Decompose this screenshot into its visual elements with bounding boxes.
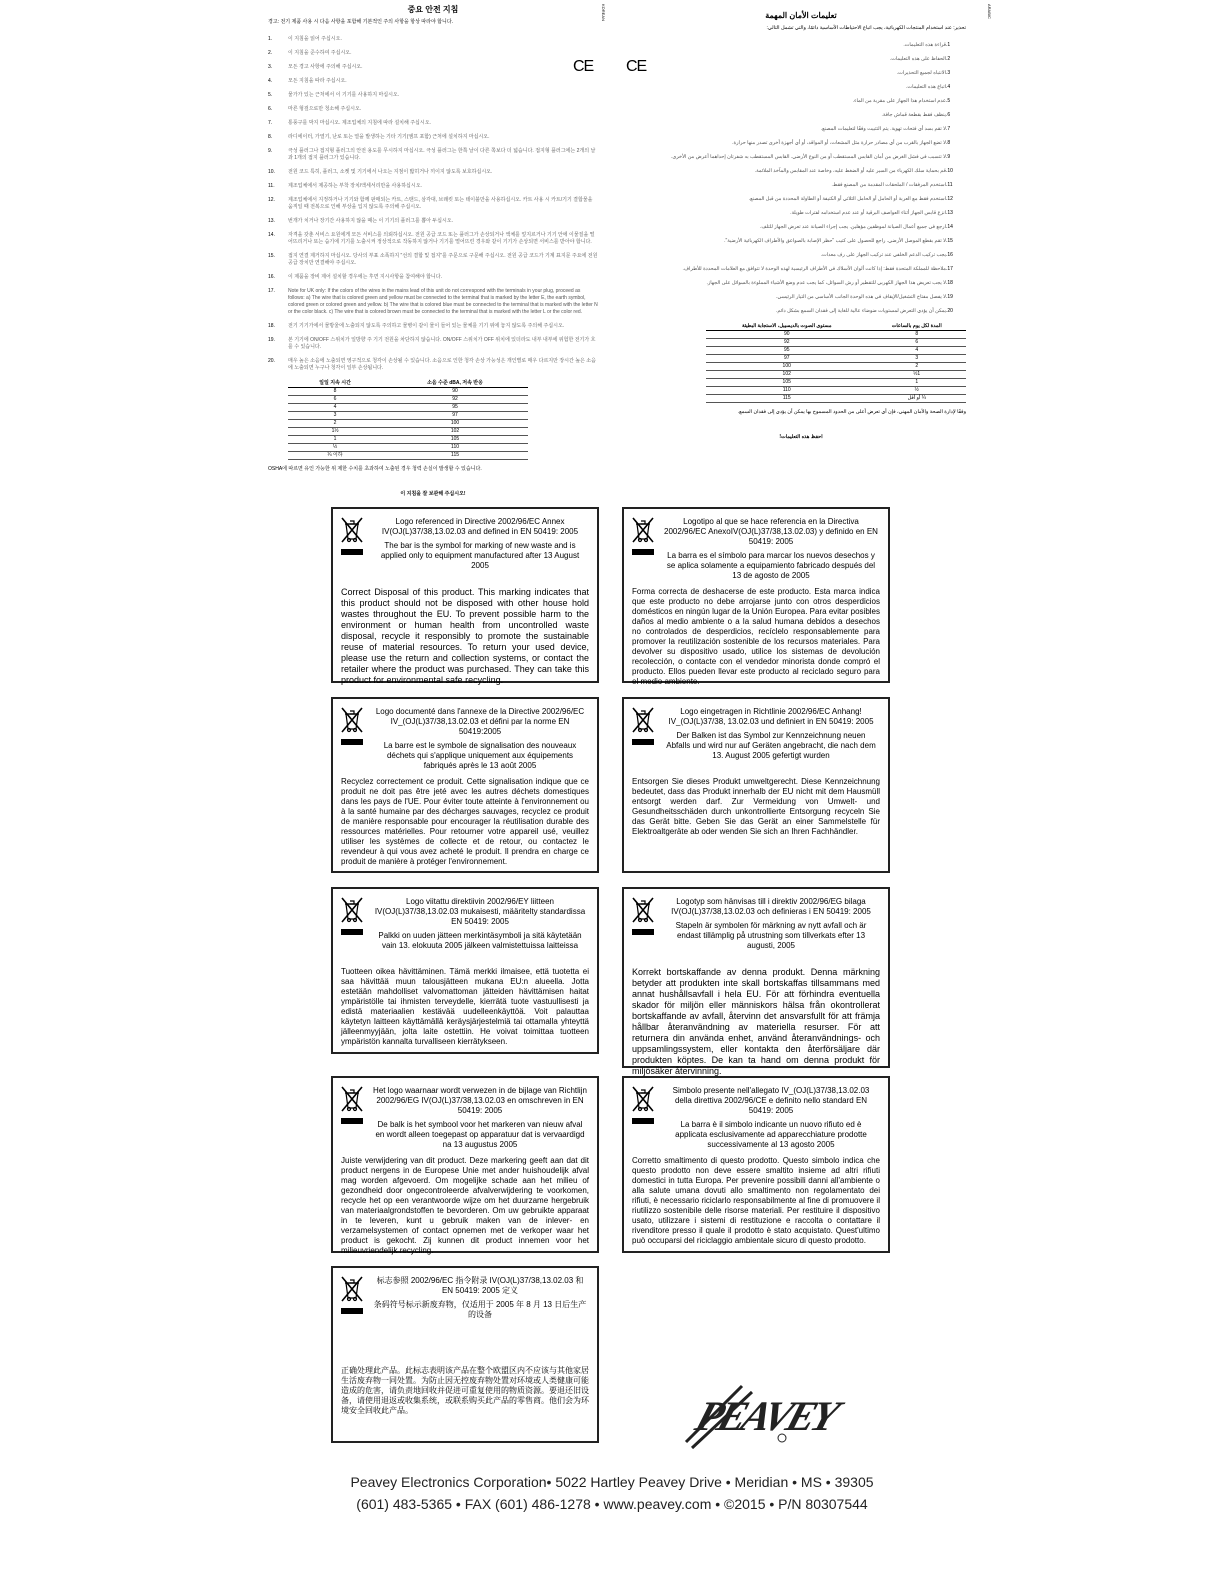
weee-logo-reference: Logo viitattu direktiivin 2002/96/EY liitteen IV(OJ(L)37/38,13.02.03 mukaisesti, määritelty standardissa EN 50419: 2005 — [374, 897, 586, 926]
safety-item — [268, 120, 598, 127]
table-cell: 8 — [288, 388, 382, 396]
weee-logo-reference: 标志参照 2002/96/EC 指令附录 IV(OJ(L)37/38,13.02.03 和 EN 50419: 2005 定义 — [376, 1276, 584, 1295]
weee-bar-description: La barre est le symbole de signalisation des nouveaux déchets qui s'applique uniquement aux équipements fabriqués après le 13 août 2005 — [383, 741, 577, 770]
crossed-bin-icon — [341, 517, 363, 548]
safety-item — [268, 218, 598, 225]
table-cell: 110 — [706, 387, 867, 395]
safety-item-text: لا يفصل مفتاح التشغيل/الإيقاف في هذه الوحدة الجانب الأساسي من التيار الرئيسي. — [776, 294, 946, 300]
weee-heading — [664, 1086, 878, 1150]
table-cell: 90 — [382, 388, 528, 396]
weee-disposal-text: Tuotteen oikea hävittäminen. Tämä merkki ilmaisee, että tuotetta ei saa hävittää muun talousjätteen mukana EU:n alueella. Jotta estetään mahdolliset valvomattoman jätteiden hävittämisen haitat ympäristölle tai ihmisten terveydelle, kierrätä tuote vastuullisesti ja edistä materiaalien kestävää uudelleenkäyttöä. Voit palauttaa käytetyn laitteen käyttämällä keräysjärjestelmiä tai ottamalla yhteyttä jälleenmyyjään, jolta laite ostettiin. He voivat toimittaa tuotteen ympäristön kannalta turvalliseen kierrätykseen. — [341, 967, 589, 1046]
table-row — [706, 355, 966, 363]
footer-address: Peavey Electronics Corporation• 5022 Hartley Peavey Drive • Meridian • MS • 39305 — [350, 1474, 874, 1490]
table-row — [288, 436, 528, 444]
table-row — [288, 388, 528, 396]
weee-logo-reference: Simbolo presente nell'allegato IV_(OJ(L)37/38,13.02.03 della direttiva 2002/96/CE e definito nello standard EN 50419: 2005 — [672, 1086, 870, 1115]
arabic-intro: تحذير: عند استخدام المنتجات الكهربائية، يجب اتباع الاحتياطات الأساسية دائمًا، والتي تشمل التالي: — [766, 25, 966, 31]
safety-item-number: 14. — [268, 232, 275, 238]
weee-bar-symbol — [341, 1308, 363, 1314]
table-cell: 1½ — [867, 371, 966, 379]
weee-heading — [664, 897, 878, 951]
safety-item-number: 3. — [268, 64, 273, 70]
table-cell: 100 — [706, 363, 867, 371]
safety-item — [636, 112, 966, 119]
safety-item-number: 13. — [946, 210, 953, 216]
safety-item-text: 통풍구를 막지 마십시오. 제조업체의 지침에 따라 설치해 주십시오. — [288, 120, 431, 126]
table-cell: 95 — [706, 347, 867, 355]
safety-item-number: 13. — [268, 218, 275, 224]
table-header: 소음 수준 dBA, 저속 반응 — [382, 380, 528, 388]
safety-item-text: لا تقم بقطع الموصل الأرضي. راجع للحصول على كتيب "حظر الإصابة بالصواعق والأطراف الكهربائية الأرضية". — [724, 238, 946, 244]
safety-item-number: 9. — [946, 154, 951, 160]
safety-item-number: 3. — [946, 70, 951, 76]
weee-disposal-text: Entsorgen Sie dieses Produkt umweltgerecht. Diese Kennzeichnung bedeutet, dass das Produkt innerhalb der EU nicht mit dem Hausmüll entsorgt werden darf. Zur Vermeidung von Umwelt- und Gesundheitsschäden durch unkontrollierte Entsorgung recyceln Sie das Gerät bitte. Geben Sie das Gerät an einer Sammelstelle für Elektroaltgeräte ab oder wenden Sie sich an Ihren Fachhändler. — [632, 777, 880, 836]
table-cell: 90 — [706, 331, 867, 339]
table-cell: 2 — [867, 363, 966, 371]
weee-heading — [373, 1086, 587, 1150]
weee-bar-description: 条码符号标示新废弃物，仅适用于 2005 年 8 月 13 日后生产的设备 — [373, 1300, 587, 1319]
safety-item-text: 마른 헝겊으로만 청소해 주십시오. — [288, 106, 362, 112]
safety-item-text: ارجع في جميع أعمال الصيانة لموظفين مؤهلين. يجب إجراء الصيانة عند تعرض الجهاز للتلف. — [759, 224, 946, 230]
weee-bar-description: Stapeln är symbolen för märkning av nytt avfall och är endast tillämplig på utrustning som tillverkats efter 13 augusti, 2005 — [675, 921, 867, 950]
weee-bar-description: Palkki on uuden jätteen merkintäsymboli ja sitä käytetään vain 13. elokuuta 2005 jälkeen valmistettuissa laitteissa — [378, 931, 582, 950]
weee-box-it — [622, 1076, 890, 1253]
weee-bar-symbol — [341, 549, 363, 555]
weee-heading — [373, 517, 587, 571]
safety-item — [268, 36, 598, 43]
safety-item — [636, 266, 966, 273]
table-row — [288, 412, 528, 420]
safety-item-number: 16. — [268, 274, 275, 280]
weee-disposal-text: Recyclez correctement ce produit. Cette signalisation indique que ce produit ne doit pas être jeté avec les autres déchets domestiques dans les pays de l'UE. Pour éviter toute atteinte à l'environnement ou à la santé humaine par des décharges sauvages, recyclez ce produit de manière responsable pour encourager la réutilisation durable des ressources matérielles. Pour retourner votre appareil usé, veuillez utiliser les systèmes de collecte et de retour, ou contactez le revendeur à qui vous avez acheté le produit. Il prendra en charge ce produit de manière à protéger l'environnement. — [341, 777, 589, 866]
safety-item-number: 15. — [268, 253, 275, 259]
safety-item — [268, 183, 598, 190]
table-row — [288, 420, 528, 428]
safety-item — [268, 64, 598, 71]
weee-heading — [373, 707, 587, 771]
table-row — [288, 452, 528, 460]
safety-item-number: 18. — [268, 323, 275, 329]
safety-item-number: 6. — [268, 106, 273, 112]
safety-item-text: ينظف فقط بقطعة قماش جافة. — [881, 112, 946, 118]
crossed-bin-icon — [341, 1086, 363, 1117]
safety-item-text: لا يجب تعريض هذا الجهاز الكهربي للتقطير أو رش السوائل، كما يجب عدم وضع الأشياء المملوءة بالسوائل على الجهاز. — [706, 280, 946, 286]
crossed-bin-icon — [632, 897, 654, 928]
table-cell: 105 — [706, 379, 867, 387]
safety-item-text: الانتباه لجميع التحذيرات. — [896, 70, 946, 76]
weee-box-fi — [331, 887, 599, 1054]
safety-item-text: قم بحماية سلك الكهرباء من السير عليه أو الضغط عليه، وخاصة عند المقابس والمآخذ الملائمة. — [754, 168, 946, 174]
table-cell: ¼ أو أقل — [867, 395, 966, 403]
weee-disposal-text: Juiste verwijdering van dit product. Deze markering geeft aan dat dit product nergens in de Europese Unie met ander huishoudelijk afval mag worden afgevoerd. Om mogelijke schade aan het milieu of gezondheid door ongecontroleerde afvalverwijdering te voorkomen, recycle het op een verantwoorde wijze om het duurzame hergebruik van materiaalgrondstoffen te bevorderen. Om uw gebruikte apparaat in te leveren, kunt u gebruik maken van de inlever- en verzamelsystemen of contact opnemen met de verkoper waar het product is gekocht. Zij kunnen dit product innemen voor het milieuvriendelijk recycling. — [341, 1156, 589, 1255]
weee-bar-symbol — [341, 929, 363, 935]
safety-item — [268, 337, 598, 351]
table-row — [706, 363, 966, 371]
safety-item-number: 8. — [946, 140, 951, 146]
weee-bar-symbol — [341, 1118, 363, 1124]
safety-item — [268, 197, 598, 211]
safety-item-number: 11. — [946, 182, 953, 188]
safety-item — [636, 98, 966, 105]
safety-item — [268, 323, 598, 330]
table-cell: 1 — [288, 436, 382, 444]
table-cell: 4 — [288, 404, 382, 412]
safety-item-number: 10. — [946, 168, 953, 174]
table-cell: 6 — [288, 396, 382, 404]
table-cell: 115 — [382, 452, 528, 460]
safety-item-text: 번개가 치거나 장기간 사용하지 않을 때는 이 기기의 플러그를 뽑아 두십시오. — [288, 218, 454, 224]
weee-box-en — [331, 507, 599, 683]
safety-item — [636, 294, 966, 301]
safety-item-number: 2. — [268, 50, 273, 56]
table-row — [706, 331, 966, 339]
peavey-logo — [682, 1372, 842, 1452]
safety-item-number: 5. — [268, 92, 273, 98]
safety-item — [636, 154, 966, 161]
table-row — [706, 379, 966, 387]
table-cell: 92 — [382, 396, 528, 404]
safety-item-number: 8. — [268, 134, 273, 140]
weee-logo-reference: Logo referenced in Directive 2002/96/EC Annex IV(OJ(L)37/38,13.02.03 and defined in EN 50419: 2005 — [381, 517, 579, 536]
table-row — [706, 339, 966, 347]
safety-item-text: 이 지침을 읽어 주십시오. — [288, 36, 342, 42]
safety-item-number: 1. — [946, 42, 951, 48]
weee-logo-reference: Logo eingetragen in Richtlinie 2002/96/EC Anhang! IV_(OJ(L)37/38, 13.02.03 und definiert in EN 50419: 2005 — [668, 707, 874, 726]
arabic-side-label: ARABIC — [987, 4, 992, 19]
weee-box-fr — [331, 697, 599, 873]
safety-item-number: 5. — [946, 98, 951, 104]
table-cell: 8 — [867, 331, 966, 339]
table-cell: 110 — [382, 444, 528, 452]
safety-item-text: Note for UK only: If the colors of the wires in the mains lead of this unit do not correspond with the terminals in your plug, proceed as follows: a) The wire that is colored green and yellow must be connected to the terminal that is marked by the letter E, the earth symbol, colored green or colored green and yellow. b) The wire that is colored blue must be connected to the terminal that is marked with the letter N or the color black. c) The wire that is colored brown must be connected to the terminal that is marked with the letter L or the color red. — [288, 288, 598, 315]
weee-box-zh — [331, 1266, 599, 1443]
table-header: 일일 지속 시간 — [288, 380, 382, 388]
safety-item-text: 매우 높은 소음에 노출되면 영구적으로 청각이 손상될 수 있습니다. 소음으로 인한 청각 손상 가능성은 개인별로 매우 다르지만 장시간 높은 소음에 노출되면 누구나 청각이 일부 손상됩니다. — [288, 358, 596, 371]
safety-item — [636, 140, 966, 147]
safety-item — [636, 196, 966, 203]
safety-item-text: 제조업체에서 제공하는 부착 장치/액세서리만을 사용하십시오. — [288, 183, 422, 189]
safety-item-text: 자격을 갖춘 서비스 요원에게 모든 서비스를 의뢰하십시오. 전원 공급 코드 또는 플러그가 손상되거나 액체를 엎지르거나 기기 안에 이물질을 떨어뜨리거나 또는 습기에 기기를 노출시켜 정상적으로 작동하지 않거나 기기를 떨어뜨린 경우와 같이 기기가 손상되면 서비스를 받아야 합니다. — [288, 232, 595, 245]
safety-item — [636, 126, 966, 133]
table-cell: 92 — [706, 339, 867, 347]
safety-item-number: 4. — [946, 84, 951, 90]
korean-safety-section — [268, 6, 598, 498]
weee-box-de — [622, 697, 890, 873]
table-cell: 102 — [706, 371, 867, 379]
footer-contact: (601) 483-5365 • FAX (601) 486-1278 • www.peavey.com • ©2015 • P/N 80307544 — [356, 1496, 868, 1512]
safety-item-text: ملاحظة للمملكة المتحدة فقط: إذا كانت ألوان الأسلاك في الأطراف الرئيسية لهذه الوحدة لا تتوافق مع العلامات المحددة للأطراف. — [682, 266, 946, 272]
safety-item-number: 14. — [946, 224, 953, 230]
safety-item — [268, 288, 598, 316]
safety-item — [268, 274, 598, 281]
weee-bar-symbol — [632, 929, 654, 935]
weee-box-es — [622, 507, 890, 686]
weee-disposal-text: Correct Disposal of this product. This marking indicates that this product should not be disposed with other house hold wastes throughout the EU. To prevent possible harm to the environment or human health from uncontrolled waste disposal, recycle it responsibly to promote the sustainable reuse of material resources. To return your used device, please use the return and collection systems, or contact the retailer where the product was purchased. They can take this product for environmental safe recycling. — [341, 587, 589, 685]
safety-item-number: 2. — [946, 56, 951, 62]
safety-item — [636, 210, 966, 217]
crossed-bin-icon — [341, 1276, 363, 1307]
safety-item-text: الحفاظ على هذه التعليمات. — [889, 56, 946, 62]
safety-item — [268, 232, 598, 246]
safety-item — [636, 84, 966, 91]
table-cell: 4 — [867, 347, 966, 355]
safety-item-text: استخدم المرفقات / الملحقات المقدمة من المصنع فقط. — [831, 182, 946, 188]
table-cell: ¼ 이하 — [288, 452, 382, 460]
safety-item-number: 7. — [268, 120, 273, 126]
safety-item-number: 15. — [946, 238, 953, 244]
table-row — [706, 371, 966, 379]
safety-item — [268, 169, 598, 176]
safety-item-number: 18. — [946, 280, 953, 286]
weee-logo-reference: Logo documenté dans l'annexe de la Directive 2002/96/EC IV_(OJ(L)37/38,13.02.03 et défini par la norme EN 50419:2005 — [375, 707, 585, 736]
weee-heading — [664, 707, 878, 761]
table-cell: 97 — [706, 355, 867, 363]
safety-item-text: 극성 플러그나 접지형 플러그의 안전 용도를 무시하지 마십시오. 극성 플러그는 한쪽 날이 다른 쪽보다 더 넓습니다. 접지형 플러그에는 2개의 날과 1개의 접지 플러그가 있습니다. — [288, 148, 596, 161]
safety-item-text: لا تتسبب في فشل الغرض من أمان القابس المستقطب أو من النوع الأرضي. القابس المستقطب به شفرتان إحداهما أعرض من الأخرى. — [670, 154, 946, 160]
safety-item-text: 전기 기기가에서 물방울에 노출되지 않도록 주의하고 물병이 같이 물이 들어 있는 물체를 기기 위에 놓지 않도록 주의해 주십시오. — [288, 323, 565, 329]
safety-item-number: 7. — [946, 126, 951, 132]
table-row — [288, 428, 528, 436]
safety-item-text: 전원 코드 특히, 플러그, 소켓 및 기기에서 나오는 지점이 밟히거나 끼이지 않도록 보호하십시오. — [288, 169, 493, 175]
weee-heading — [373, 1276, 587, 1320]
safety-item — [268, 50, 598, 57]
arabic-title: تعليمات الأمان المهمة — [765, 11, 837, 20]
table-cell: 1½ — [288, 428, 382, 436]
table-cell: 105 — [382, 436, 528, 444]
safety-item — [636, 252, 966, 259]
crossed-bin-icon — [632, 1086, 654, 1117]
table-row — [706, 347, 966, 355]
table-cell: 102 — [382, 428, 528, 436]
table-header: المدة لكل يوم بالساعات — [867, 323, 966, 331]
weee-logo-reference: Het logo waarnaar wordt verwezen in de bijlage van Richtlijn 2002/96/EG IV(OJ(L)37/38,13.02.03 en omschreven in EN 50419: 2005 — [373, 1086, 587, 1115]
safety-item — [268, 78, 598, 85]
safety-item — [636, 70, 966, 77]
safety-item — [636, 56, 966, 63]
arabic-sound-table — [706, 323, 966, 403]
safety-item — [268, 358, 598, 372]
weee-box-sv — [622, 887, 890, 1076]
table-cell: ½ — [288, 444, 382, 452]
safety-item-number: 17. — [268, 288, 275, 294]
korean-keep-instructions: 이 지침을 잘 보관해 주십시오! — [400, 491, 466, 497]
weee-bar-description: The bar is the symbol for marking of new waste and is applied only to equipment manufactured after 13 August 2005 — [380, 541, 580, 570]
safety-item — [636, 168, 966, 175]
weee-bar-symbol — [632, 1118, 654, 1124]
table-row — [288, 396, 528, 404]
weee-bar-symbol — [632, 549, 654, 555]
safety-item-text: 제조업체에서 지정하거나 기기와 함께 판매되는 카트, 스탠드, 삼각대, 브래킷 또는 테이블만을 사용하십시오. 카트 사용 시 카트/기기 결합물을 움직일 때 전복으로 인해 부상을 입지 않도록 주의해 주십시오. — [288, 197, 593, 210]
table-header: مستوى الصوت بالديسيبل، الاستجابة البطيئة — [706, 323, 867, 331]
korean-osha-note: OSHA에 따르면 유인 가능한 위 제한 수치를 초과하여 노출된 경우 청력 손실이 발생할 수 있습니다. — [268, 466, 482, 472]
safety-item-number: 10. — [268, 169, 275, 175]
table-cell: 95 — [382, 404, 528, 412]
weee-heading — [664, 517, 878, 581]
weee-disposal-text: Forma correcta de deshacerse de este producto. Esta marca indica que este producto no debe arrojarse junto con otros desperdicios domésticos en ningún lugar de la Unión Europea. Para evitar posibles daños al medio ambiente o a la salud humana debidos a desechos no controlados de desperdicios, recíclelo responsablemente para promover la reutilización sostenible de los recursos materiales. Para devolver su dispositivo usado, utilice los sistemas de devolución recolección, o contacte con el vendedor minorista donde compró el producto. Ellos pueden llevar este producto al reciclado seguro para el medio ambiente. — [632, 587, 880, 686]
korean-items — [268, 36, 598, 372]
safety-item-number: 6. — [946, 112, 951, 118]
safety-item-text: قراءة هذه التعليمات. — [903, 42, 946, 48]
safety-item-text: 이 제품을 장비 제어 설치할 경우에는 후면 지시사항을 참여해야 합니다. — [288, 274, 442, 280]
crossed-bin-icon — [632, 517, 654, 548]
table-cell: 2 — [288, 420, 382, 428]
safety-item — [268, 92, 598, 99]
safety-item — [268, 253, 598, 267]
arabic-items — [636, 42, 966, 315]
table-cell: 3 — [867, 355, 966, 363]
safety-item — [636, 280, 966, 287]
weee-disposal-text: 正确处理此产品。此标志表明该产品在整个欧盟区内不应该与其他家居生活废弃物一同处置。为防止因无控废弃物处置对环境或人类健康可能造成的危害，请负责地回收并促进可重复使用的物质资源。要退还旧设备，请使用退返或收集系统，或联系购买此产品的零售商。他们会为环境安全回收此产品。 — [341, 1366, 589, 1415]
arabic-safety-section — [636, 12, 966, 441]
table-row — [288, 404, 528, 412]
weee-bar-description: Der Balken ist das Symbol zur Kennzeichnung neuen Abfalls und wird nur auf Geräten angebracht, die nach dem 13. August 2005 gefertigt wurden — [666, 731, 876, 760]
safety-item — [636, 238, 966, 245]
table-cell: 3 — [288, 412, 382, 420]
table-row — [706, 387, 966, 395]
safety-item-number: 20. — [946, 308, 953, 314]
safety-item-text: 모든 경고 사항에 주의해 주십시오. — [288, 64, 363, 70]
table-cell: 6 — [867, 339, 966, 347]
weee-disposal-text: Korrekt bortskaffande av denna produkt. Denna märkning betyder att produkten inte skall bortskaffas tillsammans med annat hushållsavfall i hela EU. För att förhindra eventuella skador för miljön eller människors hälsa från okontrollerat bortskaffande av avfall, återvinn det ansvarsfullt för att främja hållbar återanvändning av materiella resurser. För att returnera din använda enhet, använd återanvändnings- och uppsamlingssystem, eller kontakta den återförsäljare där produkten köptes. De kan ta hand om denna produkt för miljösäker återvinning. — [632, 967, 880, 1076]
safety-item-text: 이 지침을 준수하여 주십시오. — [288, 50, 352, 56]
safety-item-number: 20. — [268, 358, 275, 364]
safety-item-number: 1. — [268, 36, 273, 42]
safety-item-text: 접지 연결 제거하지 마십시오. 당사의 부표 소폭하지 "선의 결합 및 접지"를 주문으로 구문해 주십시오. 전원 공급 코드가 기계 표지문 주요에 전원 공급 장치만 연결해야 주십시오. — [288, 253, 598, 266]
safety-item-number: 16. — [946, 252, 953, 258]
arabic-keep-instructions: احفظ هذه التعليمات! — [779, 434, 823, 440]
safety-item — [268, 148, 598, 162]
safety-item-text: لا تضع الجهاز بالقرب من أي مصادر حرارة مثل المشعات، أو المواقد، أو أي أجهزة أخرى تصدر منها حرارة. — [732, 140, 946, 146]
korean-intro: 경고: 전기 제품 사용 시 다음 사항을 포함해 기본적인 주의 사항을 항상 따라야 합니다. — [268, 19, 454, 25]
weee-logo-reference: Logotipo al que se hace referencia en la Directiva 2002/96/EC AnexoIV(OJ(L)37/38,13.02.03) y definido en EN 50419: 2005 — [664, 517, 878, 546]
safety-item — [636, 182, 966, 189]
weee-box-nl — [331, 1076, 599, 1253]
safety-item-text: عدم استخدام هذا الجهاز على مقربة من الماء. — [852, 98, 946, 104]
safety-item-text: 본 기기에 ON/OFF 스위치가 일방향 주 기기 전원을 차단하지 않습니다. ON/OFF 스위치가 OFF 위치에 있더라도 내부 내부에 위험한 전기가 흐를 수 있습니다. — [288, 337, 596, 350]
weee-heading — [373, 897, 587, 951]
safety-item-text: يمكن أن يؤدي التعرض لمستويات ضوضاء عالية للغاية إلى فقدان السمع بشكل دائم. — [775, 308, 946, 314]
weee-bar-description: La barra es el símbolo para marcar los nuevos desechos y se aplica solamente a equipamiento fabricado después del 13 de agosto de 2005 — [666, 551, 876, 580]
safety-item — [636, 224, 966, 231]
table-row — [288, 444, 528, 452]
ce-mark: CE — [573, 58, 594, 75]
table-cell: 100 — [382, 420, 528, 428]
safety-item — [268, 106, 598, 113]
crossed-bin-icon — [341, 897, 363, 928]
korean-title: 중요 안전 지침 — [407, 5, 459, 14]
safety-item-number: 19. — [946, 294, 953, 300]
safety-item-number: 11. — [268, 183, 275, 189]
crossed-bin-icon — [632, 707, 654, 738]
peavey-logo-text: PEAVEY — [689, 1393, 842, 1440]
weee-bar-description: De balk is het symbool voor het markeren van nieuw afval en wordt alleen toegepast op apparatuur dat is vervaardigd na 13 augustus 2005 — [375, 1120, 585, 1149]
table-cell: ½ — [867, 387, 966, 395]
safety-item-number: 4. — [268, 78, 273, 84]
safety-item-text: يجب تركيب الدعم الخلفي عند تركيب الجهاز على رف معدات. — [820, 252, 946, 258]
safety-item-text: استخدم فقط مع العربة أو الحامل أو الحامل الثلاثي أو الكتيفة أو الطاولة المحددة من قبل المصنع. — [748, 196, 946, 202]
safety-item-text: انزع قابس الجهاز أثناء العواصف البرقية أو عند عدم استخدامه لفترات طويلة. — [790, 210, 946, 216]
safety-item-number: 12. — [268, 197, 275, 203]
safety-item-number: 17. — [946, 266, 953, 272]
safety-item-text: 모든 지침을 따라 주십시오. — [288, 78, 347, 84]
safety-item-text: اتباع هذه التعليمات. — [906, 84, 946, 90]
safety-item — [636, 308, 966, 315]
weee-logo-reference: Logotyp som hänvisas till i direktiv 2002/96/EG bilaga IV(OJ(L)37/38,13.02.03 och definieras i EN 50419: 2005 — [671, 897, 871, 916]
safety-item-number: 12. — [946, 196, 953, 202]
table-cell: 115 — [706, 395, 867, 403]
crossed-bin-icon — [341, 707, 363, 738]
table-cell: 1 — [867, 379, 966, 387]
safety-item — [268, 134, 598, 141]
safety-item-number: 9. — [268, 148, 273, 154]
ce-mark: CE — [626, 58, 647, 75]
weee-disposal-text: Corretto smaltimento di questo prodotto. Questo simbolo indica che questo prodotto non deve essere smaltito insieme ad altri rifiuti domestici in tutta Europa. Per prevenire possibili danni all'ambiente o alla salute umana dovuti allo smaltimento non regolamentato dei rifiuti, è necessario riciclarlo responsabilmente al fine di promuovere il riutilizzo sostenibile delle risorse materiali. Per restituire il dispositivo usato, utilizzare i sistemi di restituzione e raccolta o contattare il rivenditore presso il quale il prodotto è stato acquistato. Quest'ultimo può occuparsi del riciclaggio ambientale sicuro di questo prodotto. — [632, 1156, 880, 1245]
table-row — [706, 395, 966, 403]
korean-side-label: KOREAN — [601, 4, 606, 21]
safety-item-text: لا تقم بسد أي فتحات تهوية. يتم التثبيت وفقًا لتعليمات المصنع. — [820, 126, 946, 132]
weee-bar-symbol — [632, 739, 654, 745]
safety-item-number: 19. — [268, 337, 275, 343]
arabic-osha-note: وفقًا لإدارة الصحة والأمان المهني، فإن أي تعرض أعلى من الحدود المسموح بها يمكن أن يؤدي إلى فقدان السمع. — [737, 409, 966, 415]
korean-sound-table — [288, 380, 528, 460]
safety-item-text: 물가가 있는 근처에서 이 기기를 사용하지 마십시오. — [288, 92, 400, 98]
table-cell: 97 — [382, 412, 528, 420]
weee-bar-description: La barra è il simbolo indicante un nuovo rifiuto ed è applicata esclusivamente ad apparecchiature prodotte successivamente al 13 agosto 2005 — [675, 1120, 867, 1149]
safety-item — [636, 42, 966, 49]
safety-item-text: 라디에이터, 가열기, 난로 또는 열을 발생하는 기타 기기(앰프 포함) 근처에 설치하지 마십시오. — [288, 134, 490, 140]
weee-bar-symbol — [341, 739, 363, 745]
